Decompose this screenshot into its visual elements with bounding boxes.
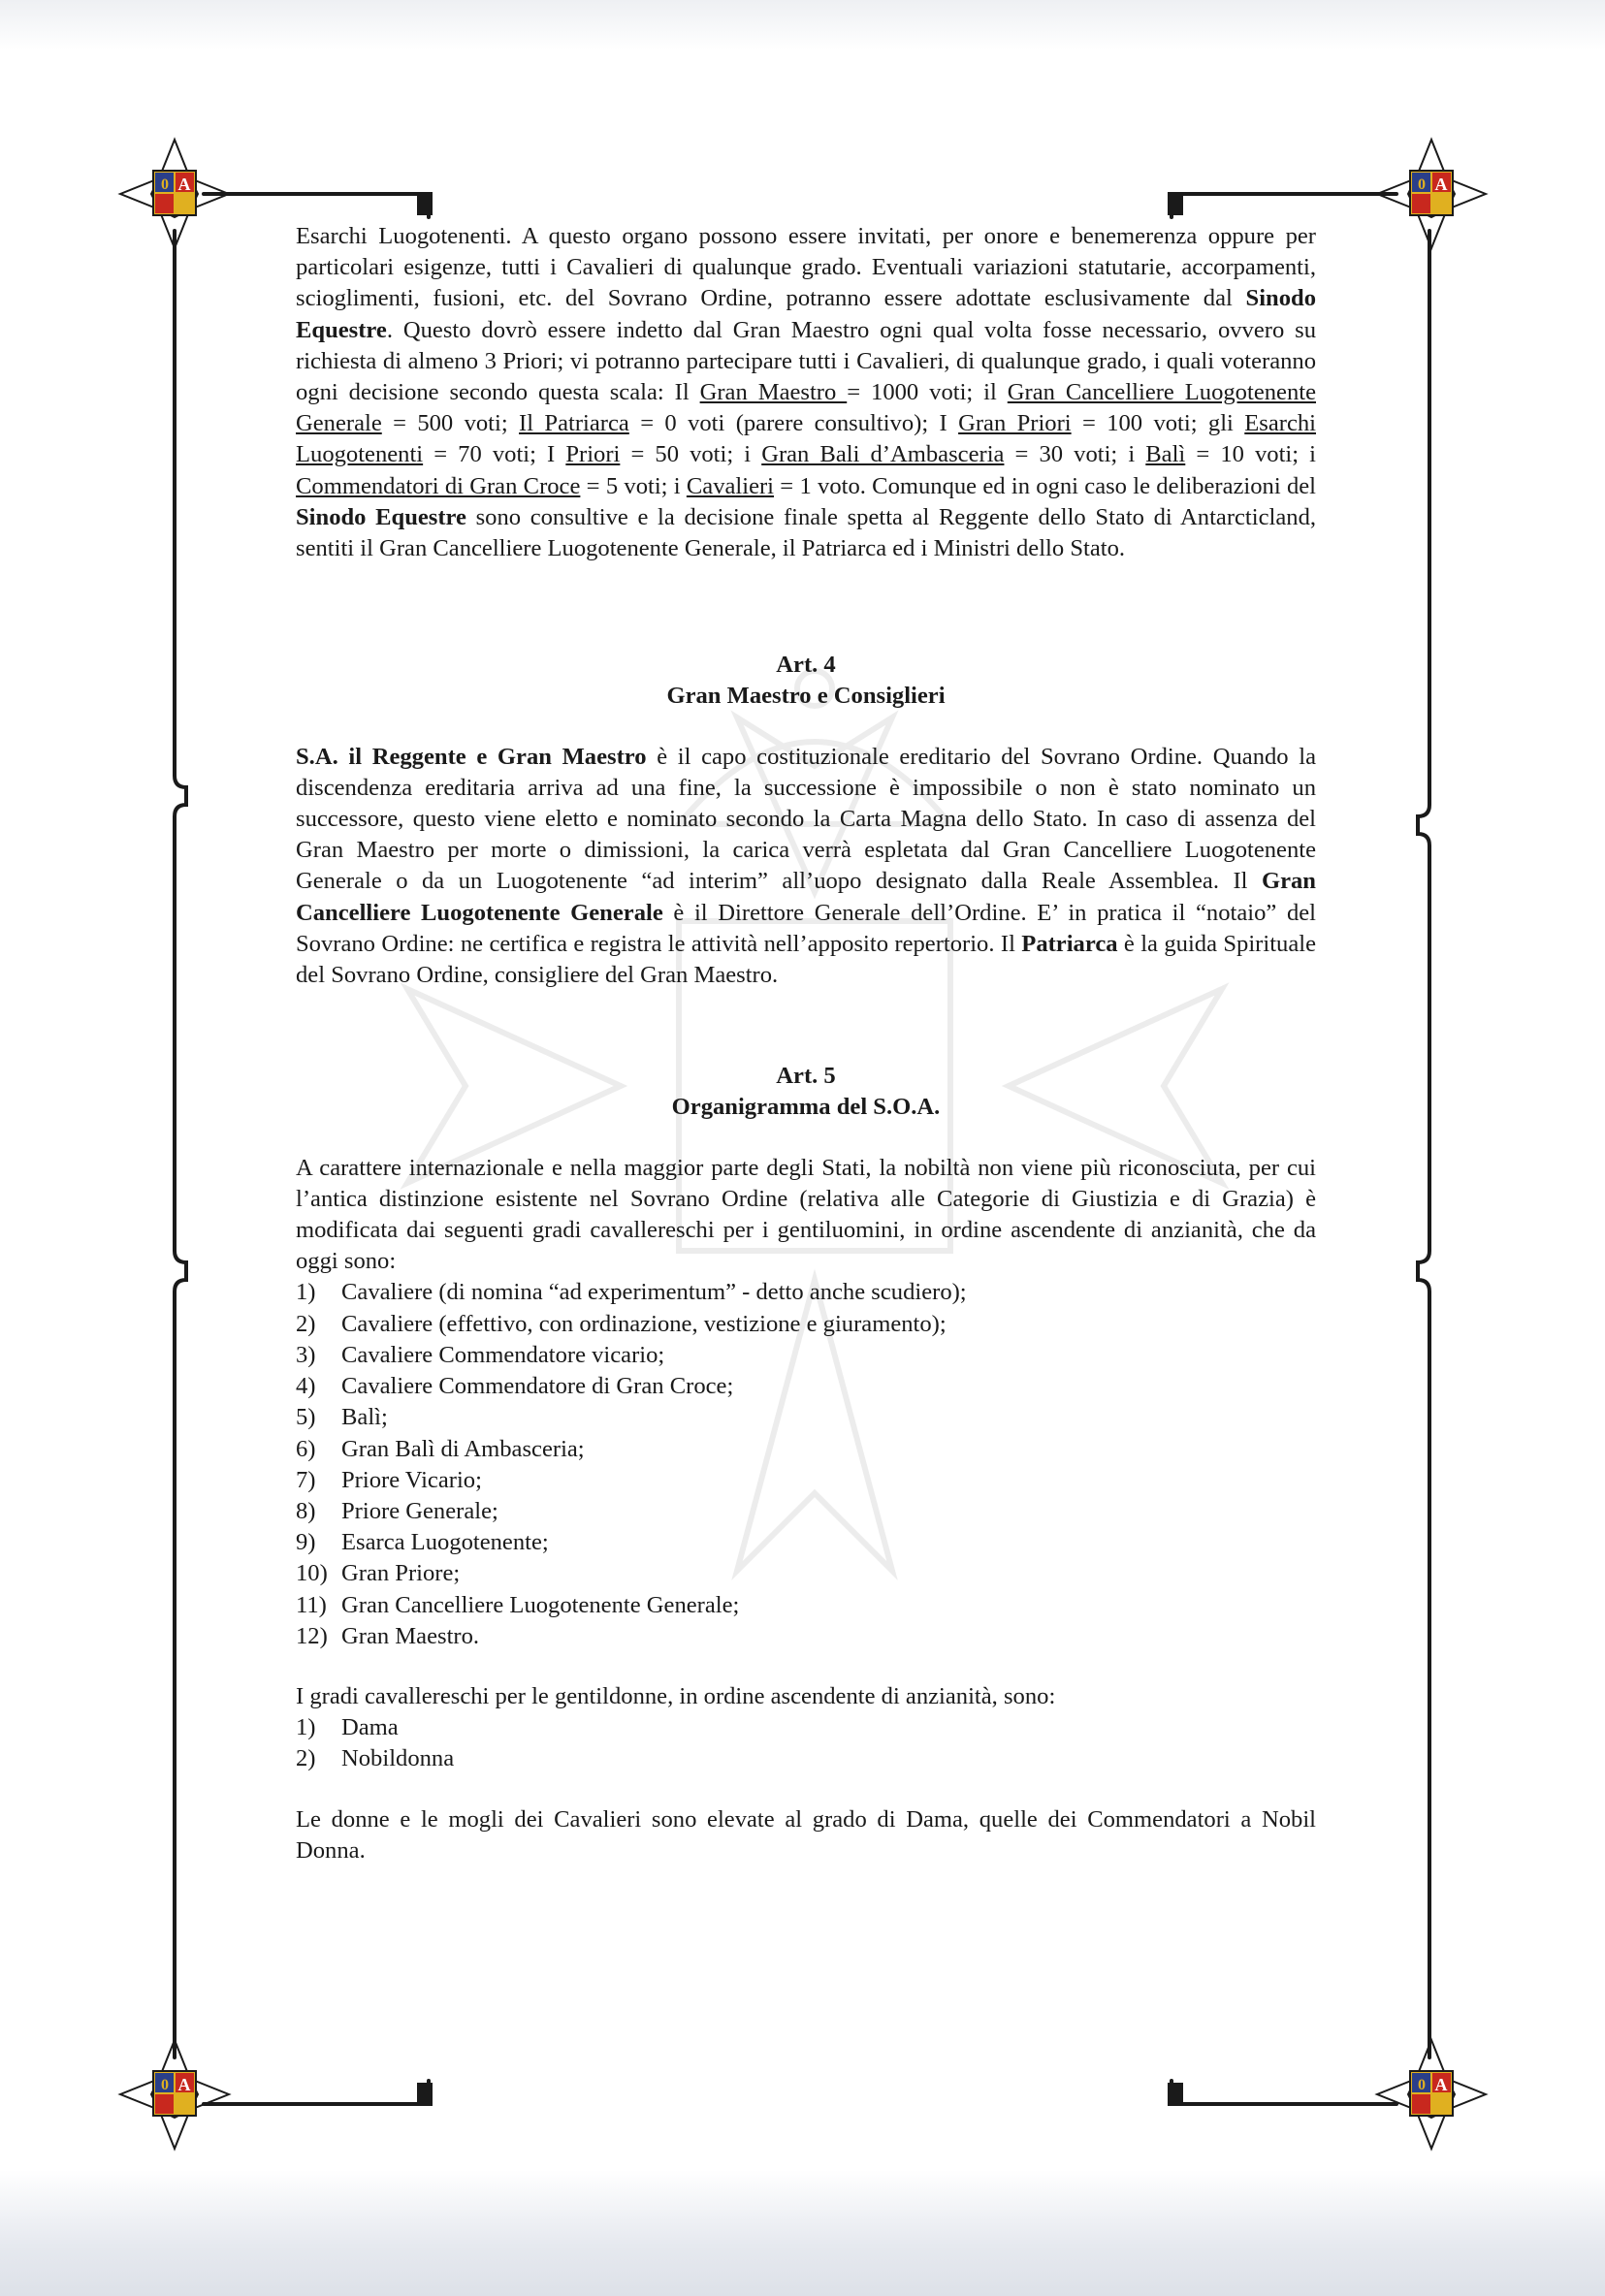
- text-run: = 5 voti; i: [580, 472, 687, 499]
- list-item-number: 12): [296, 1622, 328, 1649]
- bold-term: Gran Cancelliere Luogotenente Generale: [296, 868, 1316, 926]
- art3-continuation-paragraph: [296, 221, 1316, 564]
- svg-text:0: 0: [161, 176, 169, 193]
- list-item-text: Nobildonna: [341, 1745, 455, 1772]
- list-item-text: Cavaliere (effettivo, con ordinazione, vestizione e giuramento);: [341, 1310, 947, 1337]
- list-item-text: Esarca Luogotenente;: [341, 1529, 549, 1556]
- list-item: [296, 1371, 1316, 1402]
- emblem-bottom-right-icon: [1373, 2036, 1490, 2152]
- art4-paragraph: [296, 742, 1316, 992]
- underlined-term: Commendatori di Gran Croce: [296, 472, 581, 499]
- text-run: = 500 voti;: [381, 410, 520, 437]
- list-item-text: Gran Maestro.: [341, 1622, 480, 1649]
- list-item: [296, 1277, 1316, 1308]
- list-item-number: 3): [296, 1341, 316, 1368]
- document-body: [296, 221, 1316, 1866]
- list-item: [296, 1434, 1316, 1465]
- list-item-number: 1): [296, 1714, 316, 1741]
- underlined-term: Gran Maestro: [699, 379, 848, 406]
- emblem-letter: A: [177, 175, 191, 194]
- list-item-text: Cavaliere Commendatore vicario;: [341, 1341, 665, 1368]
- svg-text:A: A: [1434, 2075, 1448, 2094]
- text-run: = 10 voti; i: [1185, 441, 1317, 468]
- svg-text:0: 0: [1418, 176, 1426, 193]
- svg-text:A: A: [177, 2075, 191, 2094]
- list-item: [296, 1527, 1316, 1558]
- list-item-number: 5): [296, 1404, 316, 1431]
- list-item: [296, 1621, 1316, 1652]
- list-item-number: 11): [296, 1591, 327, 1618]
- list-item: [296, 1496, 1316, 1527]
- list-item-text: Balì;: [341, 1404, 388, 1431]
- underlined-term: Priori: [565, 441, 621, 468]
- underlined-term: Gran Priori: [958, 410, 1072, 437]
- bold-term: S.A. il Reggente e Gran Maestro: [296, 743, 647, 770]
- list-item-number: 4): [296, 1373, 316, 1400]
- text-run: è la guida Spirituale del Sovrano Ordine, consigliere del Gran Maestro.: [296, 930, 1316, 989]
- text-run: = 50 voti; i: [620, 441, 762, 468]
- list-item: [296, 1743, 1316, 1774]
- art5-number: Art. 5: [776, 1063, 836, 1090]
- list-item: [296, 1402, 1316, 1433]
- text-run: = 30 voti; i: [1004, 441, 1146, 468]
- list-item-text: Cavaliere (di nomina “ad experimentum” - detto anche scudiero);: [341, 1279, 967, 1306]
- art5-title: Organigramma del S.O.A.: [671, 1094, 941, 1121]
- text-run: = 100 voti; gli: [1071, 410, 1245, 437]
- underlined-term: Il Patriarca: [519, 410, 629, 437]
- emblem-top-right-icon: [1373, 136, 1490, 252]
- text-run: = 70 voti; I: [423, 441, 566, 468]
- art4-title: Gran Maestro e Consiglieri: [666, 683, 946, 710]
- list-item: [296, 1590, 1316, 1621]
- grades-men-list: [296, 1277, 1316, 1651]
- list-item-number: 9): [296, 1529, 316, 1556]
- emblem-bottom-left-icon: [116, 2036, 233, 2152]
- list-item-number: 1): [296, 1279, 316, 1306]
- list-item-text: Priore Generale;: [341, 1497, 498, 1524]
- list-item-text: Cavaliere Commendatore di Gran Croce;: [341, 1373, 734, 1400]
- list-item: [296, 1309, 1316, 1340]
- text-run: = 1 voto. Comunque ed in ogni caso le deliberazioni del: [774, 472, 1316, 499]
- text-run: sono consultive e la decisione finale spetta al Reggente dello Stato di Antarcticland, sentiti il Gran Cancelliere Luogotenente Generale, il Patriarca ed i Ministri dello Stato.: [296, 503, 1317, 562]
- art5-closing: Le donne e le mogli dei Cavalieri sono elevate al grado di Dama, quelle dei Commendatori a Nobil Donna.: [296, 1805, 1316, 1864]
- art4-number: Art. 4: [776, 652, 836, 679]
- list-item-number: 10): [296, 1560, 328, 1587]
- list-item-number: 7): [296, 1466, 316, 1493]
- underlined-term: Balì: [1145, 441, 1186, 468]
- underlined-term: Gran Bali d’Ambasceria: [761, 441, 1005, 468]
- list-item-text: Gran Balì di Ambasceria;: [341, 1435, 585, 1462]
- list-item-number: 8): [296, 1497, 316, 1524]
- grades-women-list: [296, 1712, 1316, 1774]
- text-run: . Questo dovrò essere indetto dal Gran Maestro ogni qual volta fosse necessario, ovvero su richiesta di almeno 3 Priori; vi potranno partecipare tutti i Cavalieri, di qualunque grado, i quali voteranno ogni decisione secondo questa scala: Il: [296, 316, 1316, 406]
- list-item: [296, 1465, 1316, 1496]
- art5-women-intro: I gradi cavallereschi per le gentildonne, in ordine ascendente di anzianità, sono:: [296, 1682, 1056, 1709]
- list-item-text: Gran Priore;: [341, 1560, 461, 1587]
- list-item-number: 2): [296, 1745, 316, 1772]
- svg-text:0: 0: [1418, 2077, 1426, 2093]
- underlined-term: Gran Cancelliere Luogotenente Generale: [296, 379, 1316, 437]
- list-item: [296, 1558, 1316, 1589]
- text-run: = 0 voti (parere consultivo); I: [628, 410, 959, 437]
- list-item-number: 6): [296, 1435, 316, 1462]
- list-item: [296, 1340, 1316, 1371]
- bold-term: Patriarca: [1021, 930, 1118, 957]
- svg-text:0: 0: [161, 2077, 169, 2093]
- list-item: [296, 1712, 1316, 1743]
- svg-text:A: A: [1434, 175, 1448, 194]
- text-run: è il Direttore Generale dell’Ordine. E’ in pratica il “notaio” del Sovrano Ordine: ne certifica e registra le attività nell’apposito repertorio. Il: [296, 899, 1316, 957]
- bold-term: Sinodo Equestre: [296, 503, 466, 530]
- text-run: Esarchi Luogotenenti. A questo organo possono essere invitati, per onore e benemerenza oppure per particolari esigenze, tutti i Cavalieri di qualunque grado. Eventuali variazioni statutarie, accorpamenti, scioglimenti, fusioni, etc. del Sovrano Ordine, potranno essere adottate esclusivamente dal: [296, 223, 1316, 312]
- list-item-number: 2): [296, 1310, 316, 1337]
- underlined-term: Esarchi Luogotenenti: [296, 410, 1316, 468]
- text-run: = 1000 voti; il: [847, 379, 1008, 406]
- text-run: è il capo costituzionale ereditario del Sovrano Ordine. Quando la discendenza ereditaria arriva ad una fine, la successione è impossibile o non è stato nominato un successore, questo viene eletto e nominato secondo la Carta Magna dello Stato. In caso di assenza del Gran Maestro per morte o dimissioni, la carica verrà espletata dal Gran Cancelliere Luogotenente Generale o da un Luogotenente “ad interim” all’uopo designato dalla Reale Assemblea. Il: [296, 743, 1316, 895]
- list-item-text: Dama: [341, 1714, 399, 1741]
- list-item-text: Priore Vicario;: [341, 1466, 482, 1493]
- emblem-top-left-icon: [116, 136, 233, 252]
- underlined-term: Cavalieri: [686, 472, 775, 499]
- bold-term: Sinodo Equestre: [296, 285, 1316, 343]
- list-item-text: Gran Cancelliere Luogotenente Generale;: [341, 1591, 740, 1618]
- art5-intro: A carattere internazionale e nella maggior parte degli Stati, la nobiltà non viene più riconosciuta, per cui l’antica distinzione esistente nel Sovrano Ordine (relativa alle Categorie di Giustizia e di Grazia) è modificata dai seguenti gradi cavallereschi per i gentiluomini, in ordine ascendente di anzianità, che da oggi sono:: [296, 1154, 1316, 1275]
